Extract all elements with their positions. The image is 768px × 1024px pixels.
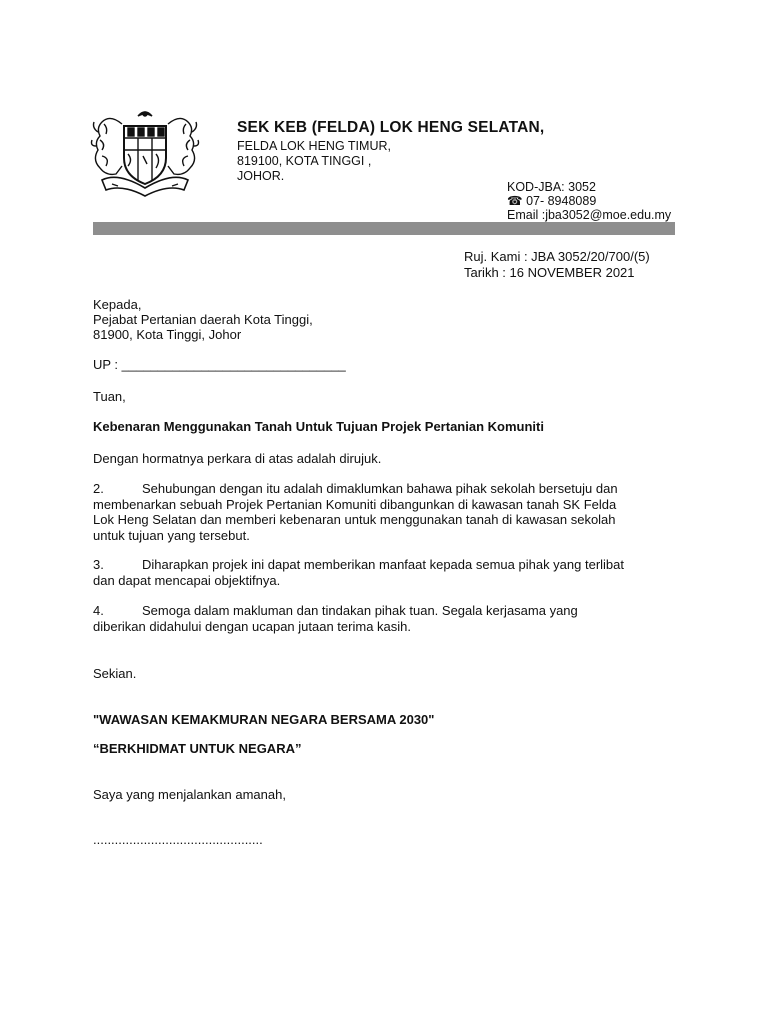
motto-berkhidmat: “BERKHIDMAT UNTUK NEGARA” — [93, 741, 302, 756]
phone-number: 07- 8948089 — [526, 194, 597, 208]
sign-off: Saya yang menjalankan amanah, — [93, 787, 286, 802]
coat-of-arms-logo — [88, 106, 202, 200]
paragraph-line: Lok Heng Selatan dan memberi kebenaran untuk menggunakan tanah di kawasan sekolah — [93, 512, 616, 527]
address-line-3: JOHOR. — [237, 169, 285, 183]
paragraph-line: Semoga dalam makluman dan tindakan pihak tuan. Segala kerjasama yang — [142, 603, 578, 618]
closing-line: Sekian. — [93, 666, 137, 681]
signature-line: ............................................... — [93, 832, 263, 847]
phone-line — [507, 194, 596, 208]
attention-line: UP : _______________________________ — [93, 357, 346, 372]
address-line-1: FELDA LOK HENG TIMUR, — [237, 139, 391, 153]
paragraph-2 — [93, 481, 673, 543]
paragraph-line: Diharapkan projek ini dapat memberikan manfaat kepada semua pihak yang terlibat — [142, 557, 625, 572]
opening-line: Dengan hormatnya perkara di atas adalah dirujuk. — [93, 451, 382, 466]
letter-subject: Kebenaran Menggunakan Tanah Untuk Tujuan Projek Pertanian Komuniti — [93, 419, 544, 434]
paragraph-line: membenarkan sebuah Projek Pertanian Komuniti dibangunkan di kawasan tanah SK Felda — [93, 496, 617, 512]
recipient-line-3: 81900, Kota Tinggi, Johor — [93, 327, 242, 342]
paragraph-line: Sehubungan dengan itu adalah dimaklumkan bahawa pihak sekolah bersetuju dan — [142, 481, 618, 496]
paragraph-number: 2. — [93, 481, 104, 496]
kod-jba: KOD-JBA: 3052 — [507, 180, 596, 194]
recipient-line-1: Kepada, — [93, 297, 142, 312]
salutation: Tuan, — [93, 389, 126, 404]
header-divider-bar — [93, 222, 675, 235]
paragraph-line: dan dapat mencapai objektifnya. — [93, 572, 281, 588]
recipient-line-2: Pejabat Pertanian daerah Kota Tinggi, — [93, 312, 313, 327]
paragraph-number: 3. — [93, 557, 104, 572]
paragraph-number: 4. — [93, 603, 104, 618]
phone-icon: ☎ — [507, 194, 523, 208]
paragraph-4 — [93, 603, 673, 634]
letter-date: Tarikh : 16 NOVEMBER 2021 — [464, 265, 635, 280]
reference-number: Ruj. Kami : JBA 3052/20/700/(5) — [464, 249, 650, 264]
school-name: SEK KEB (FELDA) LOK HENG SELATAN, — [237, 119, 545, 136]
paragraph-line: diberikan didahului dengan ucapan jutaan terima kasih. — [93, 618, 411, 634]
paragraph-line: untuk tujuan yang tersebut. — [93, 527, 250, 543]
address-line-2: 819100, KOTA TINGGI , — [237, 154, 372, 168]
paragraph-3 — [93, 557, 673, 588]
email-line: Email :jba3052@moe.edu.my — [507, 208, 672, 222]
motto-wawasan: "WAWASAN KEMAKMURAN NEGARA BERSAMA 2030" — [93, 712, 435, 727]
